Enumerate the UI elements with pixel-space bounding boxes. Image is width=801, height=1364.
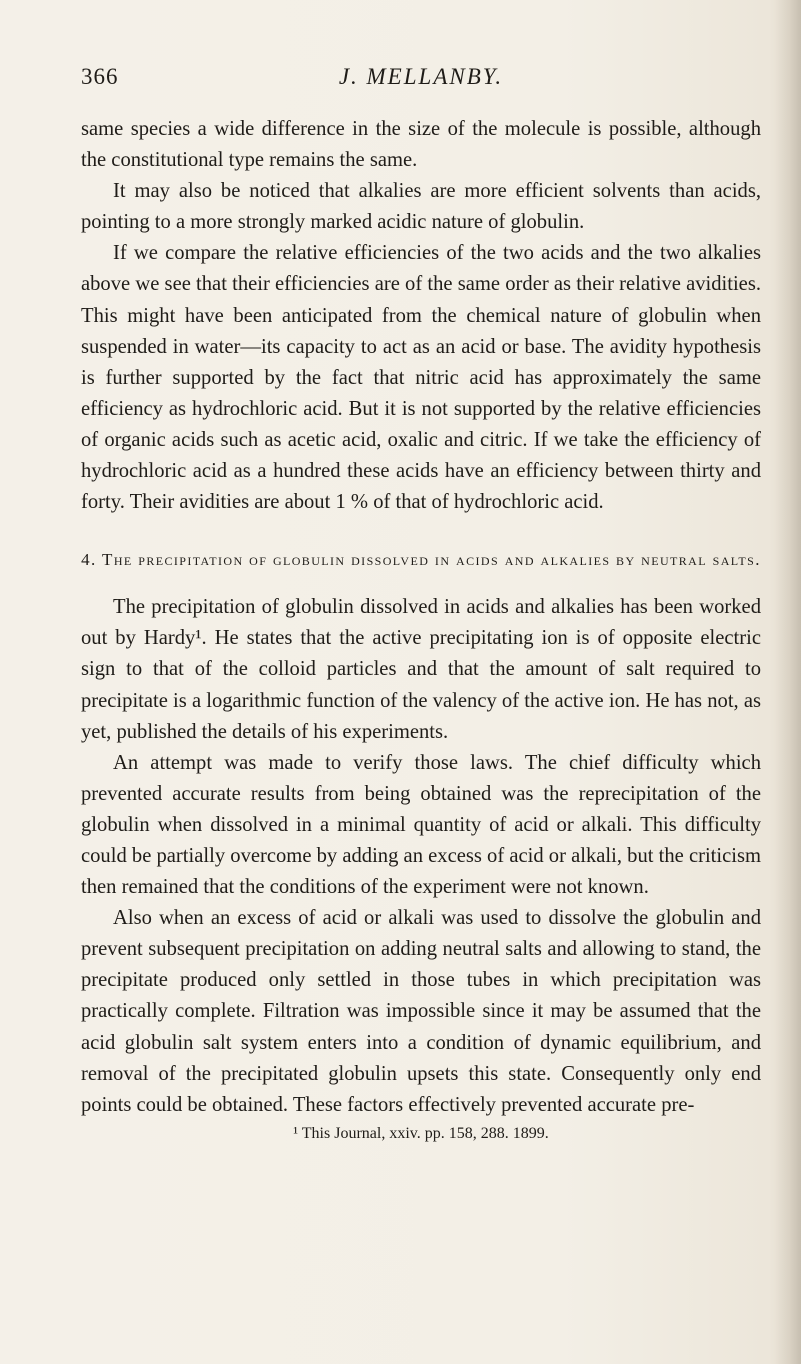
paragraph-1: same species a wide difference in the size of the molecule is possible, although the constitutional type remains the same. — [81, 118, 761, 172]
paragraph-6: Also when an excess of acid or alkali was used to dissolve the globulin and prevent subsequent precipitation on adding neutral salts and allowing to stand, the precipitate produced only settled in those tubes in which precipitation was practically complete. Filtration was impossible since it may be assumed that the acid globulin salt system enters into a condition of dynamic equilibrium, and removal of the precipitated globulin upsets this state. Consequently only end points could be obtained. These factors effectively prevented accurate pre- — [81, 907, 761, 1116]
page-number: 366 — [81, 64, 119, 89]
page-header — [81, 64, 761, 100]
paragraph-3: If we compare the relative efficiencies of the two acids and the two alkalies above we see that their efficiencies are of the same order as their relative avidities. This might have been anticipated from the chemical nature of globulin when suspended in water—its capacity to act as an acid or base. The avidity hypothesis is further supported by the fact that nitric acid has approximately the same efficiency as hydrochloric acid. But it is not supported by the relative efficiencies of organic acids such as acetic acid, oxalic and citric. If we take the efficiency of hydrochloric acid as a hundred these acids have an efficiency between thirty and forty. Their avidities are about 1 % of that of hydrochloric acid. — [81, 242, 761, 514]
body-text — [81, 114, 761, 1146]
footnote: ¹ This Journal, xxiv. pp. 158, 288. 1899. — [293, 1124, 549, 1142]
paragraph-5: An attempt was made to verify those laws. The chief difficulty which prevented accurate results from being obtained was the reprecipitation of the globulin when dissolved in a minimal quantity of acid or alkali. This difficulty could be partially overcome by adding an excess of acid or alkali, but the criticism then remained that the conditions of the experiment were not known. — [81, 751, 761, 899]
page-edge-shade — [775, 0, 801, 1364]
running-head: J. MELLANBY. — [338, 64, 504, 89]
paragraph-4: The precipitation of globulin dissolved in acids and alkalies has been worked out by Hardy¹. He states that the active precipitating ion is of opposite electric sign to that of the colloid particles and that the amount of salt required to precipitate is a logarithmic function of the valency of the active ion. He has not, as yet, published the details of his experiments. — [81, 596, 761, 743]
section-heading: 4. The precipitation of globulin dissolved in acids and alkalies by neutral salts. — [81, 550, 761, 570]
paragraph-2: It may also be noticed that alkalies are more efficient solvents than acids, pointing to a more strongly marked acidic nature of globulin. — [81, 180, 761, 234]
